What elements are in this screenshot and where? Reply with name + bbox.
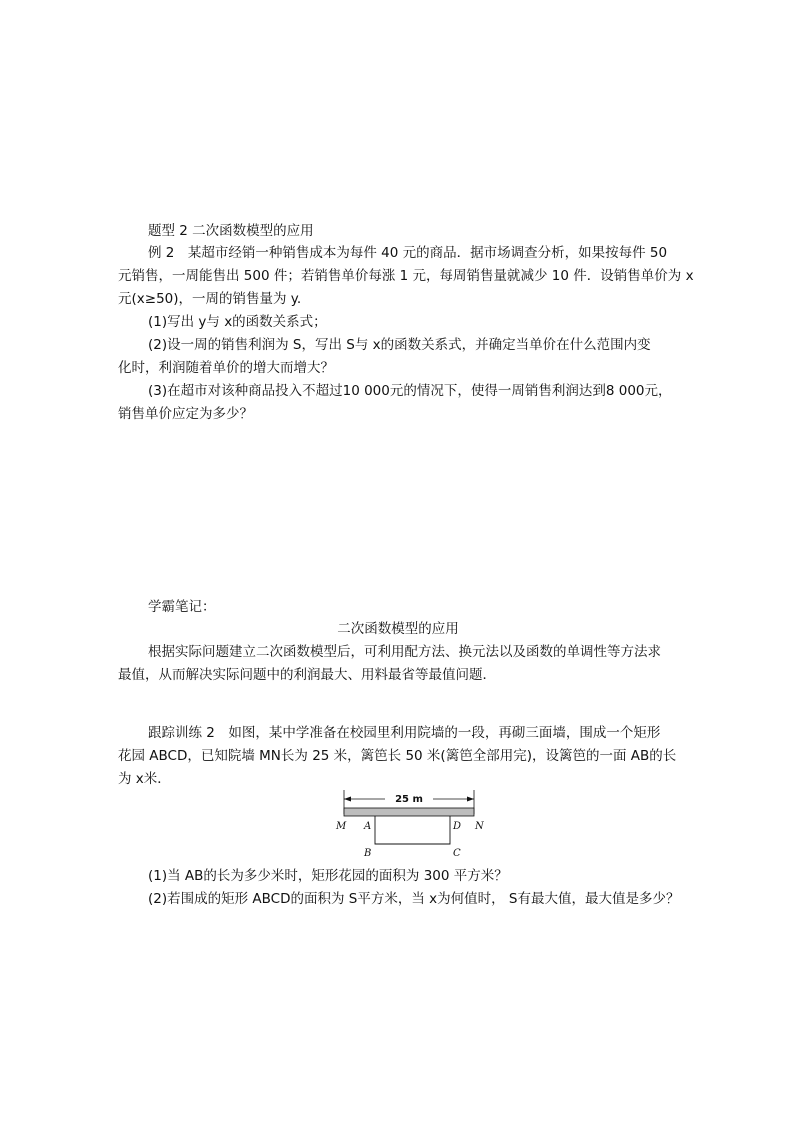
notes-line: 根据实际问题建立二次函数模型后，可利用配方法、换元法以及函数的单调性等方法求 bbox=[148, 644, 661, 660]
example-line: 化时，利润随着单价的增大而增大？ bbox=[118, 360, 334, 376]
label-n: N bbox=[475, 821, 484, 832]
example-line: 元销售，一周能售出 500 件；若销售单价每涨 1 元，每周销售量就减少 10 件．设销售单价为 x bbox=[118, 268, 694, 284]
example-heading: 题型 2 二次函数模型的应用 bbox=[148, 223, 314, 239]
arrowhead-right bbox=[467, 797, 474, 802]
label-c: C bbox=[453, 848, 461, 859]
notes-line: 最值，从而解决实际问题中的利润最大、用料最省等最值问题． bbox=[118, 667, 496, 683]
example-question: (3)在超市对该种商品投入不超过10 000元的情况下，使得一周销售利润达到8 000元， bbox=[148, 383, 672, 399]
notes-title: 二次函数模型的应用 bbox=[337, 621, 459, 637]
exercise-question: (1)当 AB的长为多少米时，矩形花园的面积为 300 平方米？ bbox=[148, 868, 508, 884]
exercise-line: 为 x米． bbox=[118, 771, 171, 787]
example-question: (1)写出 y与 x的函数关系式； bbox=[148, 314, 327, 330]
label-b: B bbox=[364, 848, 372, 859]
label-d: D bbox=[453, 821, 462, 832]
example-question: (2)设一周的销售利润为 S，写出 S与 x的函数关系式，并确定当单价在什么范围内变 bbox=[148, 337, 651, 353]
fence-abcd bbox=[375, 816, 450, 844]
garden-figure bbox=[330, 788, 490, 862]
exercise-question: (2)若围成的矩形 ABCD的面积为 S平方米，当 x为何值时， S有最大值，最大值是多少？ bbox=[148, 891, 680, 907]
wall-mn bbox=[344, 808, 474, 816]
label-a: A bbox=[364, 821, 372, 832]
dimension-label: 25 m bbox=[395, 794, 423, 805]
example-line: 元(x≥50)，一周的销售量为 y. bbox=[118, 291, 302, 307]
exercise-line: 跟踪训练 2 如图，某中学准备在校园里利用院墙的一段，再砌三面墙，围成一个矩形 bbox=[148, 725, 661, 741]
example-line: 例 2 某超市经销一种销售成本为每件 40 元的商品．据市场调查分析，如果按每件 50 bbox=[148, 245, 668, 261]
arrowhead-left bbox=[344, 797, 351, 802]
exercise-line: 花园 ABCD，已知院墙 MN长为 25 米，篱笆长 50 米(篱笆全部用完)，设篱笆的一面 AB的长 bbox=[118, 748, 677, 764]
notes-label: 学霸笔记： bbox=[148, 599, 216, 615]
example-line: 销售单价应定为多少？ bbox=[118, 406, 253, 422]
label-m: M bbox=[336, 821, 347, 832]
